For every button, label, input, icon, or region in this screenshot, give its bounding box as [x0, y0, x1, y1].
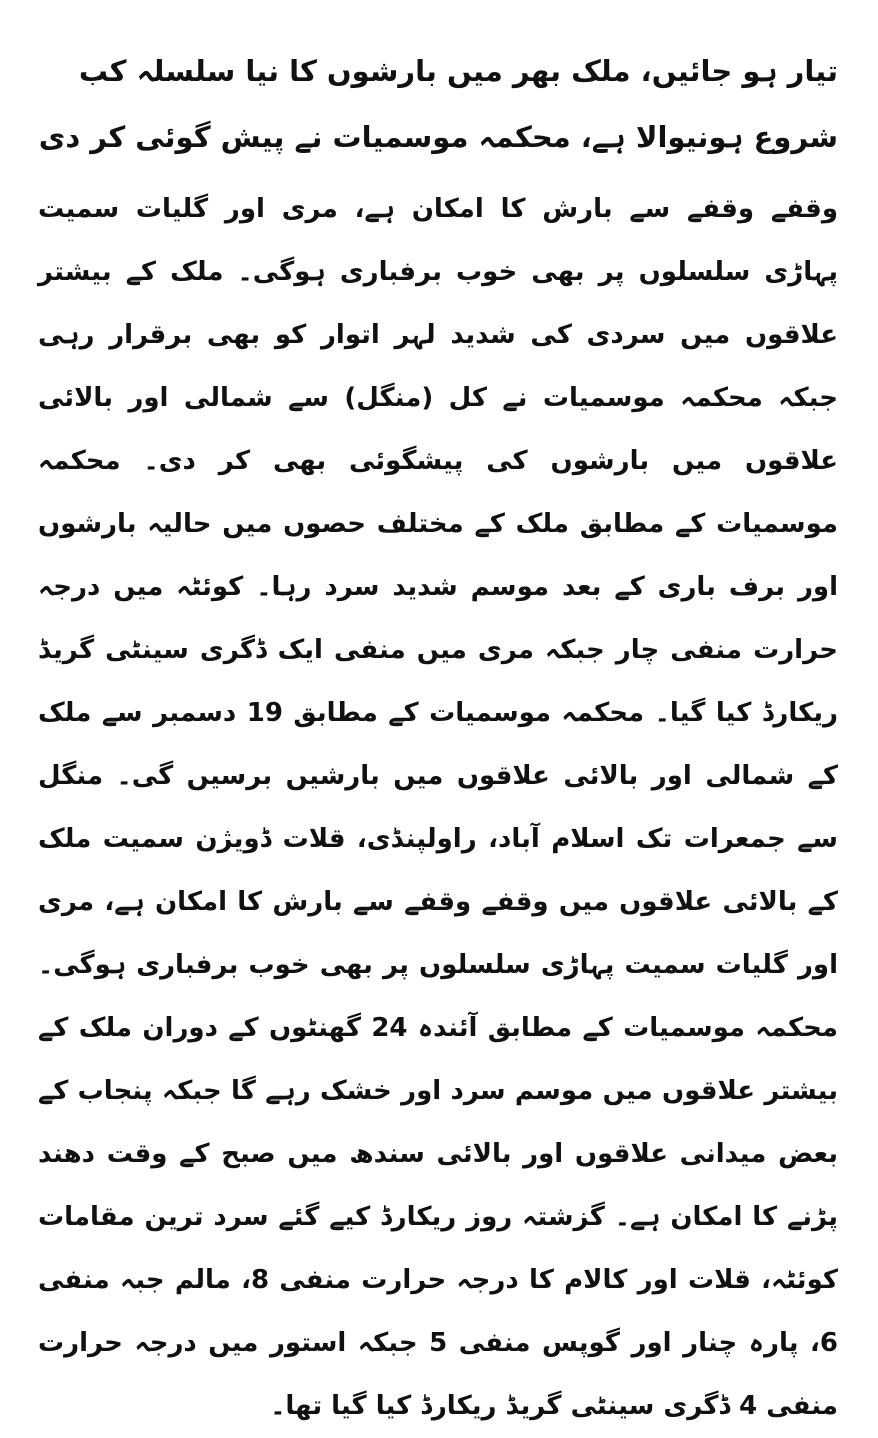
article-headline: تیار ہو جائیں، ملک بھر میں بارشوں کا نیا سلسلہ کب شروع ہونیوالا ہے، محکمہ موسمیات نے پیش گوئی کر دی	[38, 54, 838, 154]
article-body: وقفے وقفے سے بارش کا امکان ہے، مری اور گلیات سمیت پہاڑی سلسلوں پر بھی خوب برفباری ہوگی۔ ملک کے بیشتر علاقوں میں سردی کی شدید لہر اتوار کو بھی برقرار رہی جبکہ محکمہ موسمیات نے کل (منگل) سے شمالی اور بالائی علاقوں میں بارشوں کی پیشگوئی بھی کر دی۔ محکمہ موسمیات کے مطابق ملک کے مختلف حصوں میں حالیہ بارشوں اور برف باری کے بعد موسم شدید سرد رہا۔ کوئٹہ میں درجہ حرارت منفی چار جبکہ مری میں منفی ایک ڈگری سینٹی گریڈ ریکارڈ کیا گیا۔ محکمہ موسمیات کے مطابق 19 دسمبر سے ملک کے شمالی اور بالائی علاقوں میں بارشیں برسیں گی۔ منگل سے جمعرات تک اسلام آباد، راولپنڈی، قلات ڈویژن سمیت ملک کے بالائی علاقوں میں وقفے وقفے سے بارش کا امکان ہے، مری اور گلیات سمیت پہاڑی سلسلوں پر بھی خوب برفباری ہوگی۔ محکمہ موسمیات کے مطابق آئندہ 24 گھنٹوں کے دوران ملک کے بیشتر علاقوں میں موسم سرد اور خشک رہے گا جبکہ پنجاب کے بعض میدانی علاقوں اور بالائی سندھ میں صبح کے وقت دھند پڑنے کا امکان ہے۔ گزشتہ روز ریکارڈ کیے گئے سرد ترین مقامات کوئٹہ، قلات اور کالام کا درجہ حرارت منفی 8، مالم جبہ منفی 6، پارہ چنار اور گوپس منفی 5 جبکہ استور میں درجہ حرارت منفی 4 ڈگری سینٹی گریڈ ریکارڈ کیا گیا تھا۔	[38, 194, 838, 1421]
